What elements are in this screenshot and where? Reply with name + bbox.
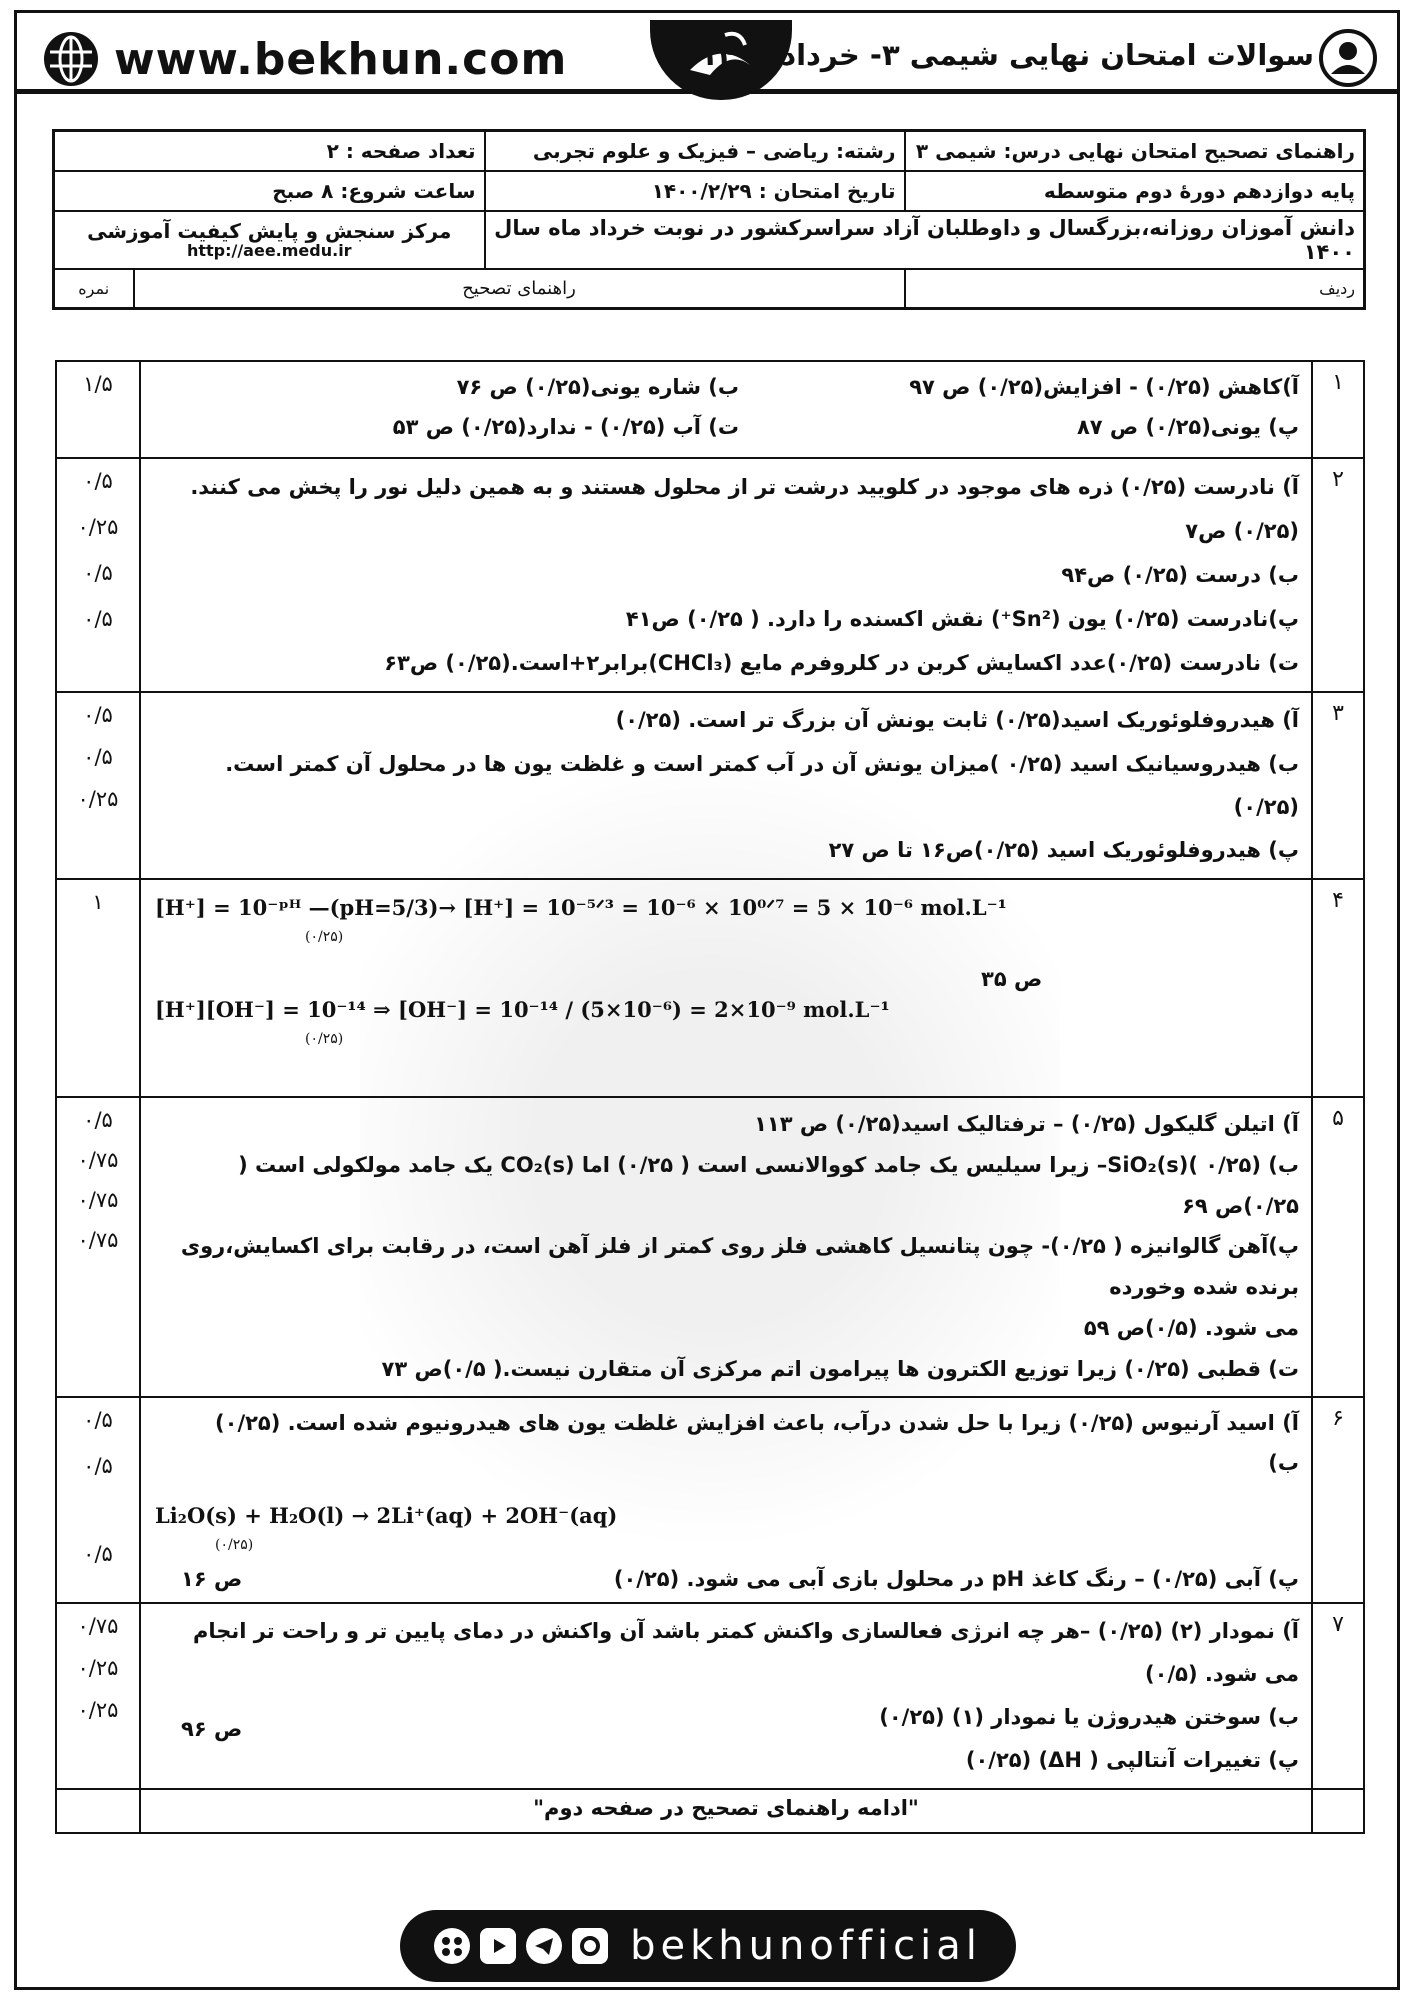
site-link[interactable] — [42, 30, 567, 88]
equation-ph: [H⁺] = 10⁻ᵖᴴ —(pH=5/3)→ [H⁺] = 10⁻⁵ᐟ³ = 10⁻⁶ × 10⁰ᐟ⁷ = 5 × 10⁻⁶ mol.L⁻¹ (۰/۲۵) — [155, 894, 1007, 945]
score-cell: ۰/۵ ۰/۵ ۰/۵ — [56, 1397, 140, 1603]
header-bar — [14, 10, 1400, 94]
col-score-label: نمره — [54, 269, 134, 309]
center-url: http://aee.medu.ir — [186, 240, 352, 260]
row-number: ۲ — [1312, 458, 1364, 692]
score-cell: ۰/۵ ۰/۷۵ ۰/۷۵ ۰/۷۵ — [56, 1097, 140, 1398]
center-cell — [54, 211, 485, 269]
answer-row — [56, 1603, 1364, 1789]
answer-cell — [140, 879, 1312, 1097]
students-cell: دانش آموزان روزانه،بزرگسال و داوطلبان آزاد سراسرکشور در نوبت خرداد ماه سال ۱۴۰۰ — [485, 211, 1365, 269]
social-handle[interactable]: bekhunofficial — [630, 1923, 982, 1969]
answer-cell: آ) نادرست (۰/۲۵) ذره های موجود در کلویید درشت تر از محلول هستند و به همین دلیل نور را پخش می کنند. (۰/۲۵) ص۷ ب) درست (۰/۲۵) ص۹۴ پ)نادرست (۰/۲۵) یون (Sn²⁺) نقش اکسنده را دارد. ( ۰/۲۵) ص۴۱ ت) نادرست (۰/۲۵)عدد اکسایش کربن در کلروفرم مایع (CHCl₃)برابر۲+است.(۰/۲۵) ص۶۳ — [140, 458, 1312, 692]
row-number: ۴ — [1312, 879, 1364, 1097]
answer-row — [56, 692, 1364, 878]
answer-cell: آ) اتیلن گلیکول (۰/۲۵) – ترفتالیک اسید(۰/۲۵) ص ۱۱۳ ب) SiO₂(s)( ۰/۲۵)– زیرا سیلیس یک جامد کووالانسی است ( ۰/۲۵) اما CO₂(s) یک جامد مولکولی است ( ۰/۲۵)ص ۶۹ پ)آهن گالوانیزه ( ۰/۲۵)- چون پتانسیل کاهشی فلز روی کمتر از فلز آهن است، در رقابت برای اکسایش،روی برنده شده وخورده می شود. (۰/۵)ص ۵۹ ت) قطبی (۰/۲۵) زیرا توزیع الکترون ها پیرامون اتم مرکزی آن متقارن نیست.( ۰/۵)ص ۷۳ — [140, 1097, 1312, 1398]
score-cell: ۱ — [56, 879, 140, 1097]
user-icon[interactable] — [1318, 28, 1378, 88]
score-cell: ۰/۵ ۰/۲۵ ۰/۵ ۰/۵ — [56, 458, 140, 692]
field-cell: رشته: ریاضی – فیزیک و علوم تجربی — [485, 131, 905, 171]
grade-cell: پایه دوازدهم دورهٔ دوم متوسطه — [905, 171, 1365, 211]
page-ref: ص ۳۵ — [981, 966, 1043, 991]
date-cell: تاریخ امتحان : ۱۴۰۰/۲/۲۹ — [485, 171, 905, 211]
answer-cell: آ) نمودار (۲) (۰/۲۵) –هر چه انرژی فعالسازی واکنش کمتر باشد آن واکنش در دمای پایین تر و راحت تر انجام می شود. (۰/۵) ب) سوختن هیدروژن یا نمودار (۱) (۰/۲۵) پ) تغییرات آنتالپی ( ΔH) (۰/۲۵) ص ۹۶ — [140, 1603, 1312, 1789]
row-number: ۱ — [1312, 361, 1364, 458]
row-number: ۵ — [1312, 1097, 1364, 1398]
pages-cell: تعداد صفحه : ۲ — [54, 131, 485, 171]
course-cell: راهنمای تصحیح امتحان نهایی درس: شیمی ۳ — [905, 131, 1365, 171]
score-cell: ۱/۵ — [56, 361, 140, 458]
col-guide-label: راهنمای تصحیح — [134, 269, 905, 309]
answers-table — [55, 360, 1365, 1834]
exam-info-table — [52, 129, 1366, 310]
row-number: ۳ — [1312, 692, 1364, 878]
score-cell: ۰/۷۵ ۰/۲۵ ۰/۲۵ — [56, 1603, 140, 1789]
exam-title: سوالات امتحان نهایی شیمی ۳- خرداد ۱۴۰۰ — [700, 38, 1314, 72]
start-time-cell: ساعت شروع: ۸ صبح — [54, 171, 485, 211]
instagram-icon[interactable] — [572, 1928, 608, 1964]
continue-note: "ادامه راهنمای تصحیح در صفحه دوم" — [140, 1789, 1312, 1833]
answer-row — [56, 458, 1364, 692]
telegram-icon[interactable] — [526, 1928, 562, 1964]
row-number: ۷ — [1312, 1603, 1364, 1789]
equation-oh: [H⁺][OH⁻] = 10⁻¹⁴ ⇒ [OH⁻] = 10⁻¹⁴ / (5×10⁻⁶) = 2×10⁻⁹ mol.L⁻¹ (۰/۲۵) — [155, 996, 890, 1047]
answer-row — [56, 361, 1364, 458]
answer-cell: آ) هیدروفلوئوریک اسید(۰/۲۵) ثابت یونش آن بزرگ تر است. (۰/۲۵) ب) هیدروسیانیک اسید (۰/۲۵ )میزان یونش آن در آب کمتر است و غلظت یون ها در محلول آن کمتر است. (۰/۲۵) پ) هیدروفلوئوریک اسید (۰/۲۵)ص۱۶ تا ص ۲۷ — [140, 692, 1312, 878]
page-ref: ص ۹۶ — [181, 1717, 243, 1742]
site-url[interactable]: www.bekhun.com — [114, 33, 568, 85]
youtube-icon[interactable] — [480, 1928, 516, 1964]
aparat-icon[interactable] — [434, 1928, 470, 1964]
social-bar — [400, 1910, 1016, 1982]
equation-li2o: Li₂O(s) + H₂O(l) → 2Li⁺(aq) + 2OH⁻(aq) (۰/۲۵) — [155, 1503, 618, 1554]
answer-cell: آ)کاهش (۰/۲۵) - افزایش(۰/۲۵) ص ۹۷ ب) شاره یونی(۰/۲۵) ص ۷۶ پ) یونی(۰/۲۵) ص ۸۷ ت) آب (۰/۲۵) - ندارد(۰/۲۵) ص ۵۳ — [140, 361, 1312, 458]
answer-row — [56, 1097, 1364, 1398]
score-cell: ۰/۵ ۰/۵ ۰/۲۵ — [56, 692, 140, 878]
answer-cell: آ) اسید آرنیوس (۰/۲۵) زیرا با حل شدن درآب، باعث افزایش غلظت یون های هیدرونیوم شده است. (۰/۲۵) ب) Li₂O(s) + H₂O(l) → 2Li⁺(aq) + 2OH⁻(aq) (۰/۲۵) پ) آبی (۰/۲۵) – رنگ کاغذ pH در محلول بازی آبی می شود. (۰/۲۵) ص ۱۶ — [140, 1397, 1312, 1603]
globe-icon — [42, 30, 100, 88]
col-row-label: ردیف — [905, 269, 1365, 309]
center-name: مرکز سنجش و پایش کیفیت آموزشی — [87, 218, 452, 243]
continue-row — [56, 1789, 1364, 1833]
answer-row — [56, 879, 1364, 1097]
answer-row — [56, 1397, 1364, 1603]
page-ref: ص ۱۶ — [181, 1567, 243, 1592]
row-number: ۶ — [1312, 1397, 1364, 1603]
